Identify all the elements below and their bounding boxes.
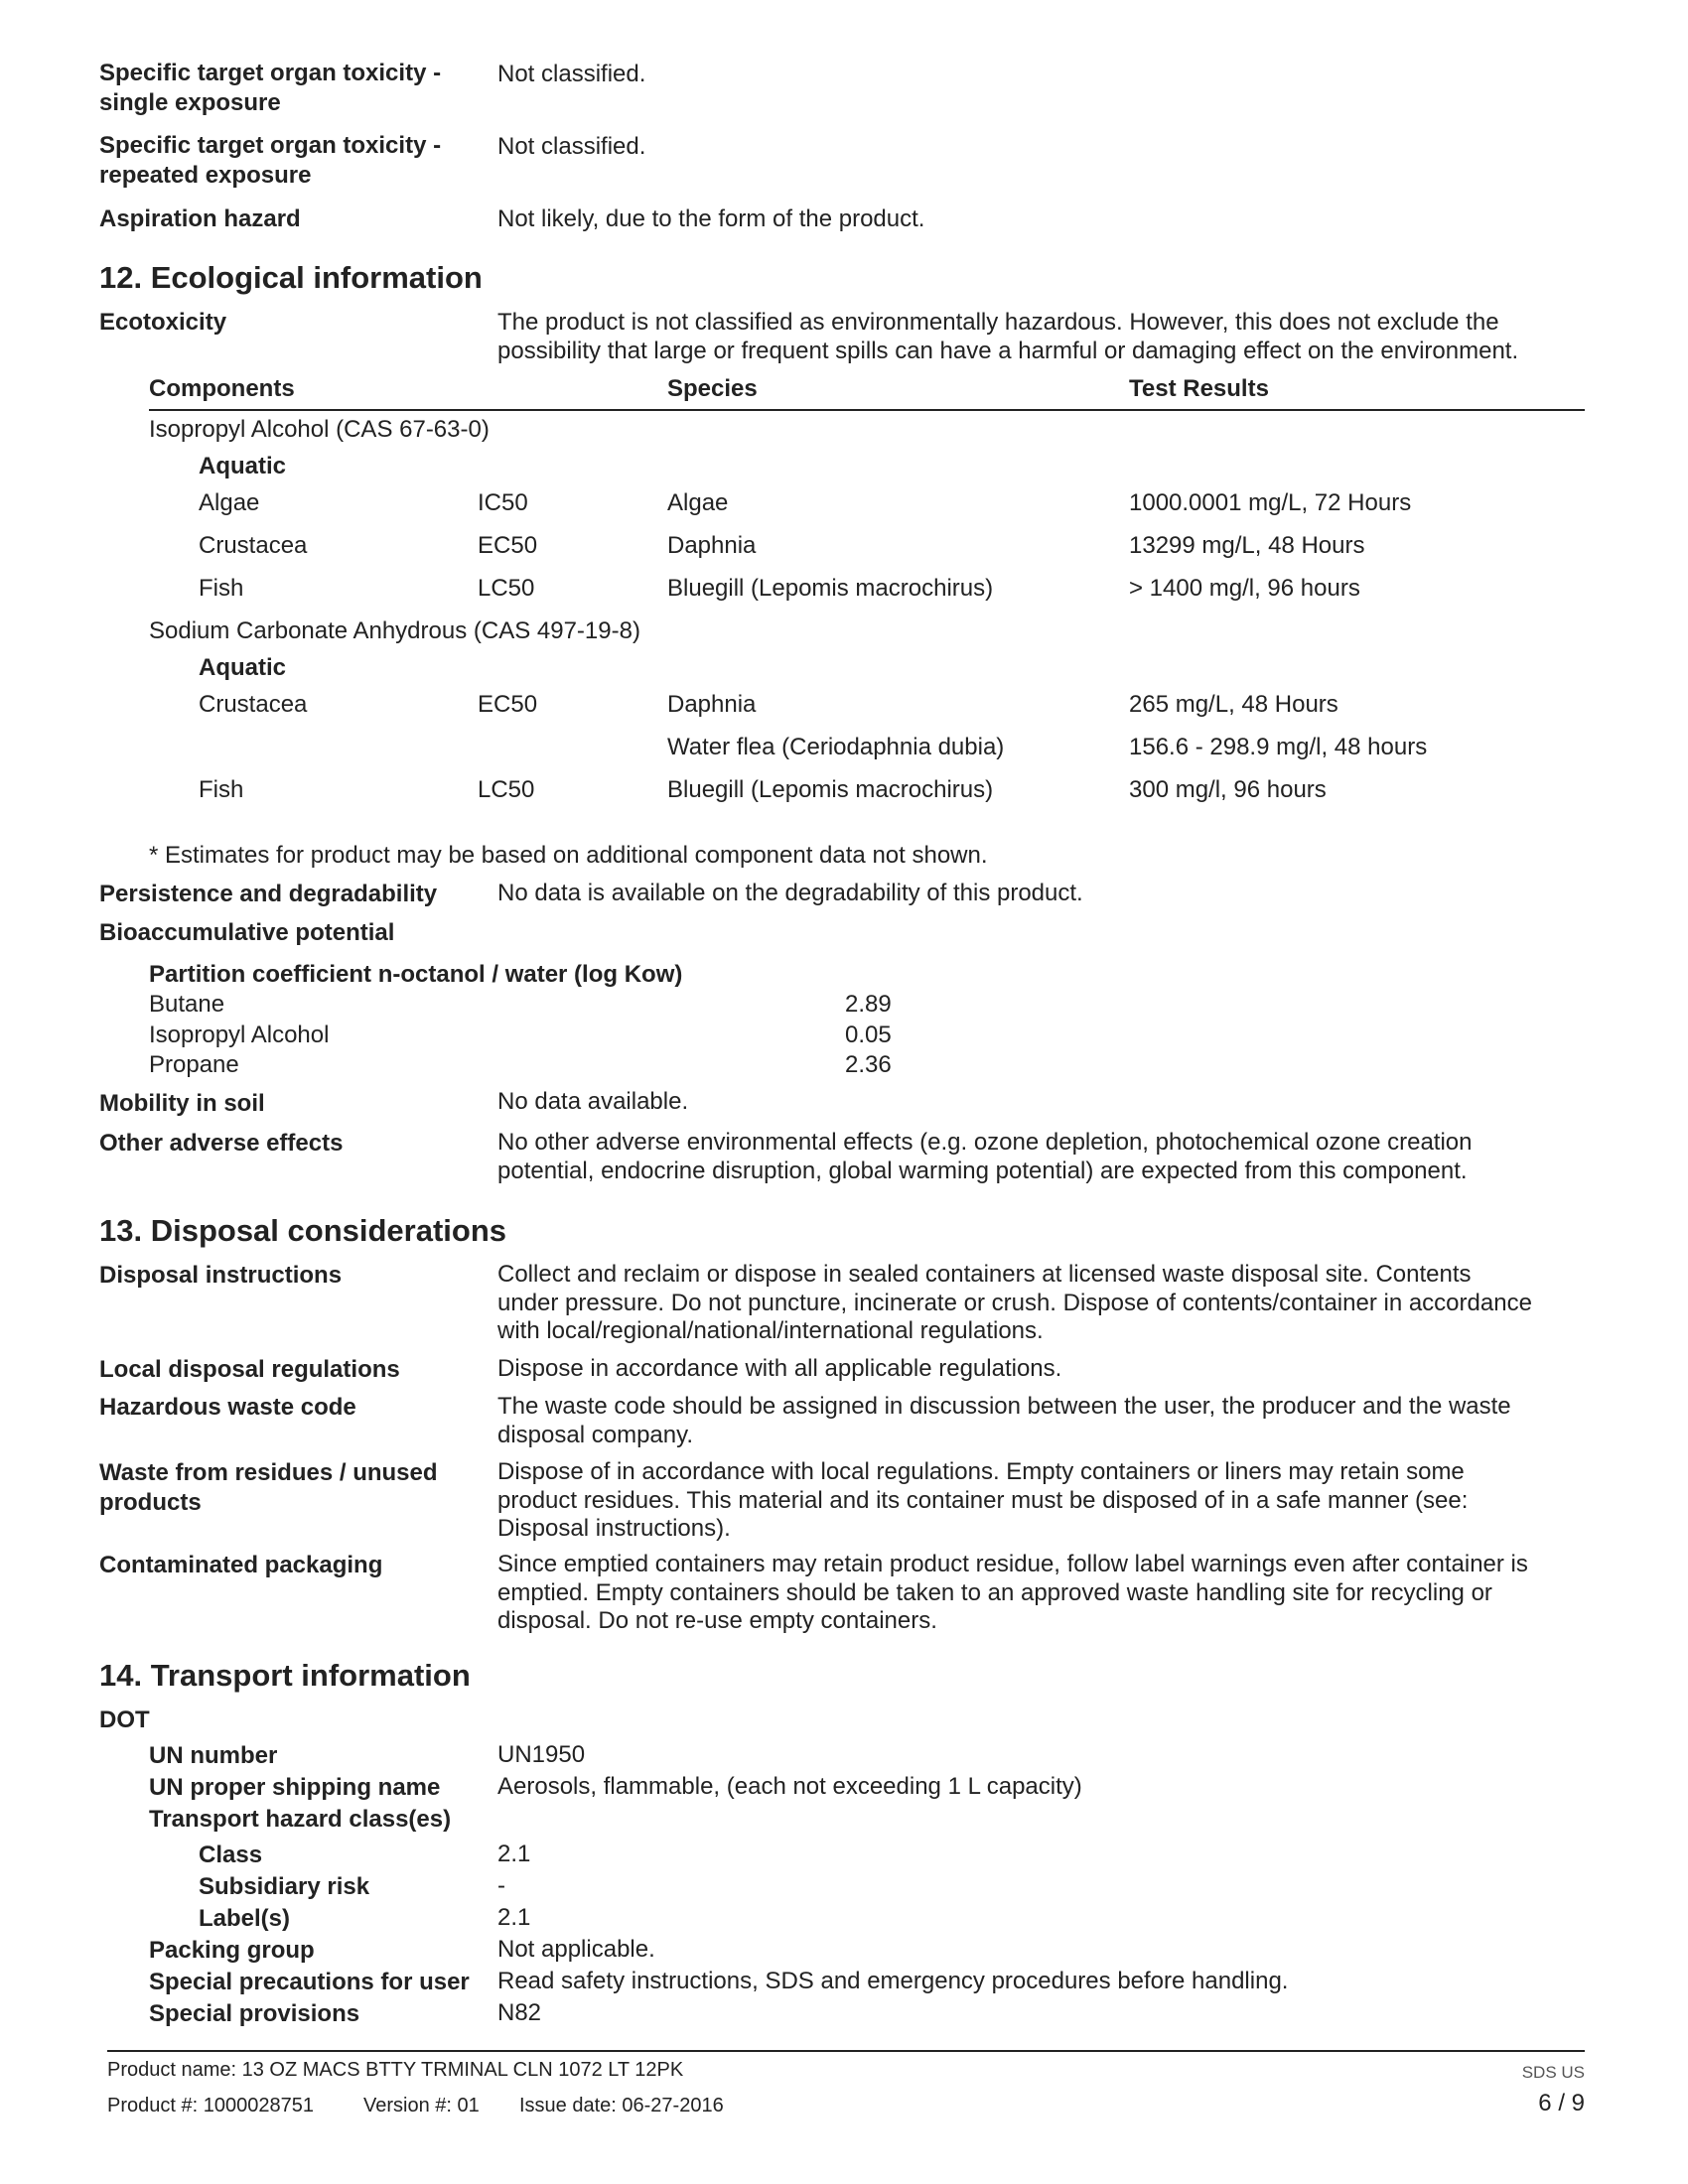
other-effects-value: No other adverse environmental effects (e.g. ozone depletion, photochemical ozone creation potential, endocrine disruption, global warming potential) are expected from this component. [497, 1129, 1473, 1184]
footer-doc-type: SDS US [1521, 2063, 1585, 2082]
transport-value: 2.1 [497, 1904, 531, 1931]
local-disposal-label: Local disposal regulations [99, 1356, 400, 1383]
section-12-heading: 12. Ecological information [99, 260, 483, 295]
mobility-label: Mobility in soil [99, 1090, 265, 1117]
table-cell-species: Daphnia [667, 691, 757, 718]
table-cell-test: LC50 [478, 575, 535, 602]
col-header-components: Components [149, 375, 295, 402]
table-cell-result: > 1400 mg/l, 96 hours [1129, 575, 1360, 602]
stot-single-value: Not classified. [497, 61, 646, 87]
table-cell-test: LC50 [478, 776, 535, 803]
component-group: Aquatic [199, 453, 287, 479]
partition-name: Butane [149, 991, 225, 1018]
table-cell-type: Fish [199, 776, 244, 803]
mobility-value: No data available. [497, 1088, 689, 1115]
bioaccumulative-label: Bioaccumulative potential [99, 919, 395, 946]
table-cell-type: Fish [199, 575, 244, 602]
component-name: Sodium Carbonate Anhydrous (CAS 497-19-8) [149, 617, 640, 644]
table-cell-species: Water flea (Ceriodaphnia dubia) [667, 734, 1005, 760]
footer-issue-date: Issue date: 06-27-2016 [519, 2095, 724, 2116]
col-header-test-results: Test Results [1129, 375, 1269, 402]
transport-label: Transport hazard class(es) [149, 1806, 452, 1833]
col-header-species: Species [667, 375, 758, 402]
contaminated-packaging-label: Contaminated packaging [99, 1552, 383, 1578]
footer-page-number: 6 / 9 [1538, 2090, 1585, 2116]
table-cell-type: Algae [199, 489, 260, 516]
transport-label: Label(s) [199, 1905, 291, 1932]
table-cell-result: 300 mg/l, 96 hours [1129, 776, 1327, 803]
table-cell-test: EC50 [478, 691, 538, 718]
table-cell-result: 13299 mg/L, 48 Hours [1129, 532, 1365, 559]
ecotoxicity-label: Ecotoxicity [99, 309, 227, 336]
local-disposal-value: Dispose in accordance with all applicable regulations. [497, 1355, 1062, 1382]
transport-value: N82 [497, 1999, 542, 2026]
contaminated-packaging-value: Since emptied containers may retain product residue, follow label warnings even after container is emptied. Empty containers should be taken to an approved waste handling site for recycling or disposal. Do not re-use empty containers. [497, 1551, 1528, 1634]
table-cell-type: Crustacea [199, 532, 308, 559]
other-effects-label: Other adverse effects [99, 1130, 344, 1157]
stot-repeated-value: Not classified. [497, 133, 646, 160]
persistence-label: Persistence and degradability [99, 881, 438, 907]
footer-product-name: Product name: 13 OZ MACS BTTY TRMINAL CLN 1072 LT 12PK [107, 2059, 684, 2081]
transport-label: UN proper shipping name [149, 1774, 441, 1801]
transport-value: 2.1 [497, 1841, 531, 1867]
table-cell-result: 265 mg/L, 48 Hours [1129, 691, 1338, 718]
table-cell-species: Bluegill (Lepomis macrochirus) [667, 776, 994, 803]
table-header-rule [149, 409, 1585, 411]
footer-product-number: Product #: 1000028751 [107, 2095, 314, 2116]
waste-residues-value: Dispose of in accordance with local regulations. Empty containers or liners may retain some product residues. This material and its container must be disposed of in a safe manner (see: Disposal instructions). [497, 1458, 1469, 1542]
transport-label: Packing group [149, 1937, 315, 1964]
section-14-heading: 14. Transport information [99, 1658, 471, 1693]
aspiration-label: Aspiration hazard [99, 205, 301, 232]
component-name: Isopropyl Alcohol (CAS 67-63-0) [149, 416, 490, 443]
waste-residues-label: Waste from residues / unused products [99, 1459, 438, 1516]
partition-value: 0.05 [845, 1022, 892, 1048]
hazardous-waste-value: The waste code should be assigned in discussion between the user, the producer and the waste disposal company. [497, 1393, 1511, 1448]
hazardous-waste-label: Hazardous waste code [99, 1394, 356, 1421]
table-cell-result: 156.6 - 298.9 mg/l, 48 hours [1129, 734, 1428, 760]
table-cell-species: Daphnia [667, 532, 757, 559]
partition-name: Isopropyl Alcohol [149, 1022, 330, 1048]
partition-name: Propane [149, 1051, 239, 1078]
transport-mode-label: DOT [99, 1706, 150, 1733]
table-cell-test: IC50 [478, 489, 528, 516]
transport-label: UN number [149, 1742, 278, 1769]
partition-value: 2.89 [845, 991, 892, 1018]
transport-value: UN1950 [497, 1741, 586, 1768]
table-cell-type: Crustacea [199, 691, 308, 718]
footer-rule [107, 2050, 1585, 2052]
ecotoxicity-value: The product is not classified as environmentally hazardous. However, this does not exclude the possibility that large or frequent spills can have a harmful or damaging effect on the environment. [497, 309, 1519, 364]
stot-single-label: Specific target organ toxicity - single exposure [99, 60, 442, 116]
aspiration-value: Not likely, due to the form of the product. [497, 205, 925, 232]
estimate-note: * Estimates for product may be based on additional component data not shown. [149, 842, 988, 869]
footer-version: Version #: 01 [363, 2095, 480, 2116]
section-13-heading: 13. Disposal considerations [99, 1213, 507, 1248]
transport-value: - [497, 1872, 505, 1899]
disposal-instructions-value: Collect and reclaim or dispose in sealed containers at licensed waste disposal site. Contents under pressure. Do not puncture, incinerate or crush. Dispose of contents/container in accordance with local/regional/national/international regulations. [497, 1261, 1532, 1344]
transport-value: Aerosols, flammable, (each not exceeding 1 L capacity) [497, 1773, 1082, 1800]
partition-value: 2.36 [845, 1051, 892, 1078]
table-cell-species: Bluegill (Lepomis macrochirus) [667, 575, 994, 602]
transport-label: Subsidiary risk [199, 1873, 370, 1900]
component-group: Aquatic [199, 654, 287, 681]
transport-label: Class [199, 1842, 263, 1868]
partition-heading: Partition coefficient n-octanol / water (log Kow) [149, 961, 683, 988]
table-cell-test: EC50 [478, 532, 538, 559]
transport-value: Read safety instructions, SDS and emergency procedures before handling. [497, 1968, 1289, 1994]
stot-repeated-label: Specific target organ toxicity - repeated exposure [99, 132, 442, 189]
table-cell-species: Algae [667, 489, 729, 516]
table-cell-result: 1000.0001 mg/L, 72 Hours [1129, 489, 1412, 516]
transport-value: Not applicable. [497, 1936, 655, 1963]
persistence-value: No data is available on the degradability of this product. [497, 880, 1083, 906]
disposal-instructions-label: Disposal instructions [99, 1262, 343, 1289]
transport-label: Special provisions [149, 2000, 360, 2027]
transport-label: Special precautions for user [149, 1969, 470, 1995]
